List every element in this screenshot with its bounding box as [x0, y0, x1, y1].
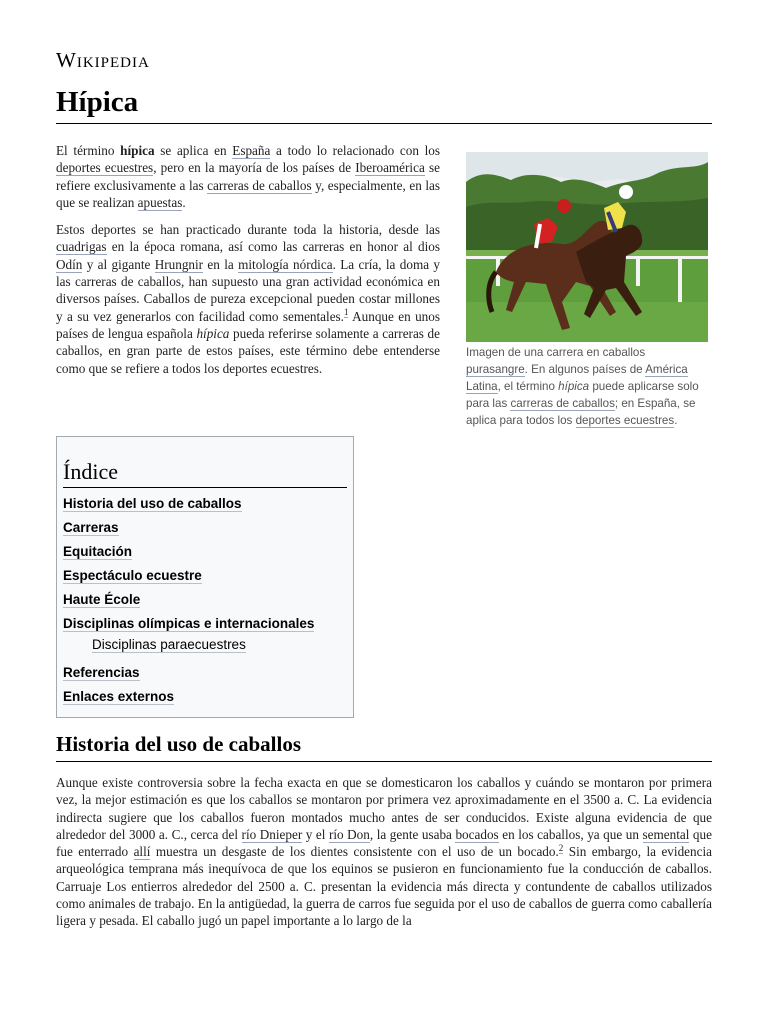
link-purasangre[interactable]: purasangre [466, 363, 525, 376]
toc-list [63, 492, 347, 709]
toc-item-carreras[interactable]: Carreras [63, 520, 119, 535]
toc-title: Índice [63, 459, 347, 488]
section-heading-historia: Historia del uso de caballos [56, 732, 712, 762]
link-deportes-ecuestres[interactable]: deportes ecuestres [56, 160, 154, 176]
link-semental[interactable]: semental [642, 826, 690, 842]
toc-item-historia[interactable]: Historia del uso de caballos [63, 496, 242, 511]
intro-paragraph-2: Estos deportes se han practicado durante toda la historia, desde las cuadrigas en la época romana, así como las carreras en honor al dios Odín y al gigante Hrungnir en la mitología nórdica. La cría, la doma y las carreras de caballos, han supuesto una gran actividad económica en diversos países. Caballos de pureza excepcional pueden costar millones y a su vez generarlos con facilidad como sementales.$^1$ Aunque en unos países de lengua española hípica pueda referirse solamente a carreras de caballos, en gran parte de estos países, este término debe entenderse como que se refiere a todos los deportes ecuestres. [56, 222, 440, 376]
link-america-latina[interactable]: América Latina [466, 363, 688, 393]
toc-item-enlaces-externos[interactable]: Enlaces externos [63, 689, 175, 704]
link-cuadrigas[interactable]: cuadrigas [56, 239, 107, 255]
toc-subitem-paraecuestres[interactable]: Disciplinas paraecuestres [92, 637, 246, 652]
link-mitologia-nordica[interactable]: mitología nórdica [238, 256, 333, 272]
link-deportes-ecuestres-caption[interactable]: deportes ecuestres [575, 414, 675, 427]
link-alli[interactable]: allí [133, 844, 151, 860]
page-title: Hípica [56, 86, 712, 124]
link-iberoamerica[interactable]: Iberoamérica [355, 160, 425, 176]
history-paragraph: Aunque existe controversia sobre la fecha exacta en que se domesticaron los caballos y cuándo se montaron por primera vez, la mejor estimación es que los caballos se montaron por primera vez aproximadamente en el 3500 a. C. La evidencia indirecta sugiere que los caballos fueron montados mucho antes de ser conducidos. Existe alguna evidencia de que alrededor del 3000 a. C., cerca del río Dnieper y el río Don, la gente usaba bocados en los caballos, ya que un semental que fue enterrado allí muestra un desgaste de los dientes consistente con el uso de un bocado.$^2$ Sin embargo, la evidencia arqueológica temprana más inequívoca de que los equinos se pusieron en funcionamiento fue la conducción de caballos. Carruaje Los entierros alrededor del 2500 a. C. presentan la evidencia más directa y contundente de caballos utilizados como animales de trabajo. En la antigüedad, la guerra de carros fue seguida por el uso de caballos de guerra como caballería ligera y pesada. El caballo jugó un papel importante a lo largo de la [56, 775, 712, 929]
link-odin[interactable]: Odín [56, 256, 83, 272]
link-espana[interactable]: España [232, 143, 271, 158]
intro-section [56, 142, 440, 387]
horse-race-photo[interactable] [466, 152, 708, 342]
intro-paragraph-1: El término hípica se aplica en España a todo lo relacionado con los deportes ecuestres, pero en la mayoría de los países de Iberoamérica se refiere exclusivamente a las carreras de caballos y, especialmente, en las que se realizan apuestas. [56, 143, 440, 210]
link-rio-dnieper[interactable]: río Dnieper [241, 826, 303, 842]
toc-item-haute-ecole[interactable]: Haute École [63, 592, 141, 607]
reference-2[interactable]: 2 [558, 842, 564, 853]
link-bocados[interactable]: bocados [455, 826, 499, 842]
link-rio-don[interactable]: río Don [328, 826, 370, 842]
link-hrungnir[interactable]: Hrungnir [154, 256, 204, 272]
history-section [56, 774, 712, 930]
link-carreras-de-caballos[interactable]: carreras de caballos [207, 177, 312, 193]
toc-item-referencias[interactable]: Referencias [63, 665, 140, 680]
infobox-figure [466, 152, 710, 429]
toc-item-disciplinas-olimpicas[interactable]: Disciplinas olímpicas e internacionales [63, 616, 315, 631]
link-carreras-de-caballos-caption[interactable]: carreras de caballos [510, 397, 615, 410]
wikipedia-logo[interactable]: Wikipedia [56, 48, 150, 72]
figure-caption: Imagen de una carrera en caballos purasangre. En algunos países de América Latina, el término hípica puede aplicarse solo para las carreras de caballos; en España, se aplica para todos los deportes ecuestres. [466, 346, 699, 427]
link-apuestas[interactable]: apuestas [137, 194, 183, 210]
toc-item-espectaculo[interactable]: Espectáculo ecuestre [63, 568, 202, 583]
table-of-contents [56, 436, 354, 718]
toc-item-equitacion[interactable]: Equitación [63, 544, 133, 559]
reference-1[interactable]: 1 [343, 307, 349, 318]
